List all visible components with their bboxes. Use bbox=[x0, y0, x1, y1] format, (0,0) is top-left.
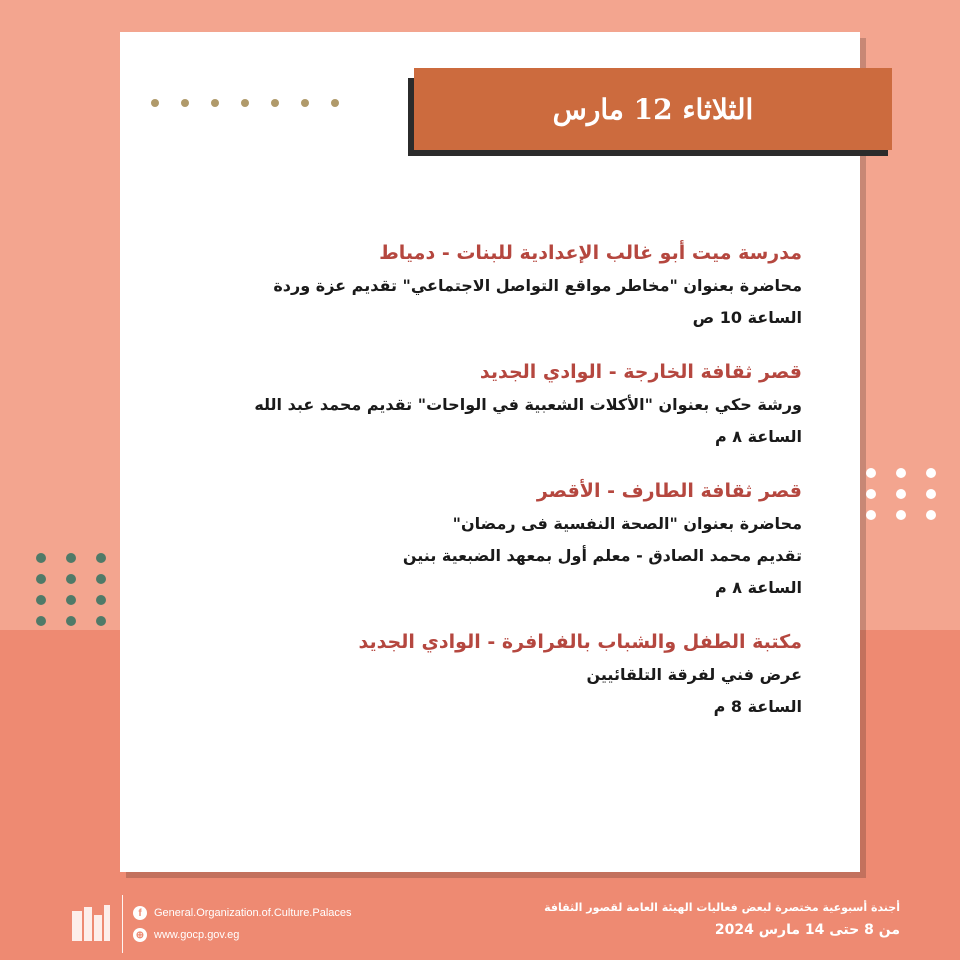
gocp-logo bbox=[70, 903, 112, 945]
event-title: مكتبة الطفل والشباب بالفرافرة - الوادي الجديد bbox=[358, 631, 802, 653]
event-description: عرض فني لفرقة التلقائيين bbox=[586, 665, 802, 684]
event-time: الساعة ٨ م bbox=[714, 427, 802, 446]
event-time: الساعة 10 ص bbox=[692, 308, 802, 327]
footer-agenda bbox=[544, 900, 900, 940]
decor-dots-left bbox=[36, 553, 106, 626]
decor-dots-gold bbox=[151, 99, 339, 107]
website-url: www.gocp.gov.eg bbox=[154, 929, 240, 941]
event-item bbox=[260, 627, 802, 723]
event-item bbox=[260, 238, 802, 334]
facebook-link[interactable] bbox=[133, 906, 352, 920]
globe-icon: ⊕ bbox=[133, 928, 147, 942]
agenda-date-range: من 8 حتى 14 مارس 2024 bbox=[714, 922, 900, 938]
agenda-title: أجندة أسبوعية مختصرة لبعض فعاليات الهيئة العامة لقصور الثقافة bbox=[544, 901, 900, 914]
event-description: ورشة حكي بعنوان "الأكلات الشعبية في الواحات" تقديم محمد عبد الله bbox=[254, 395, 802, 414]
event-item bbox=[260, 476, 802, 604]
event-item bbox=[254, 357, 802, 453]
events-list bbox=[254, 238, 802, 746]
event-time: الساعة 8 م bbox=[713, 697, 802, 716]
decor-dots-right bbox=[866, 468, 936, 520]
footer-divider bbox=[122, 895, 123, 953]
facebook-page-name: General.Organization.of.Culture.Palaces bbox=[154, 907, 352, 919]
event-title: مدرسة ميت أبو غالب الإعدادية للبنات - دمياط bbox=[379, 242, 802, 264]
event-description: محاضرة بعنوان "مخاطر مواقع التواصل الاجتماعي" تقديم عزة وردة bbox=[273, 276, 802, 295]
facebook-icon: f bbox=[133, 906, 147, 920]
event-title: قصر ثقافة الطارف - الأقصر bbox=[536, 480, 802, 502]
footer-contacts bbox=[70, 895, 352, 953]
event-time: الساعة ٨ م bbox=[714, 578, 802, 597]
event-presenter: تقديم محمد الصادق - معلم أول بمعهد الضبعية بنين bbox=[402, 546, 802, 565]
date-title: الثلاثاء 12 مارس bbox=[552, 92, 754, 126]
date-banner bbox=[414, 68, 892, 150]
event-description: محاضرة بعنوان "الصحة النفسية فى رمضان" bbox=[452, 514, 802, 533]
website-link[interactable] bbox=[133, 928, 352, 942]
event-title: قصر ثقافة الخارجة - الوادي الجديد bbox=[479, 361, 802, 383]
